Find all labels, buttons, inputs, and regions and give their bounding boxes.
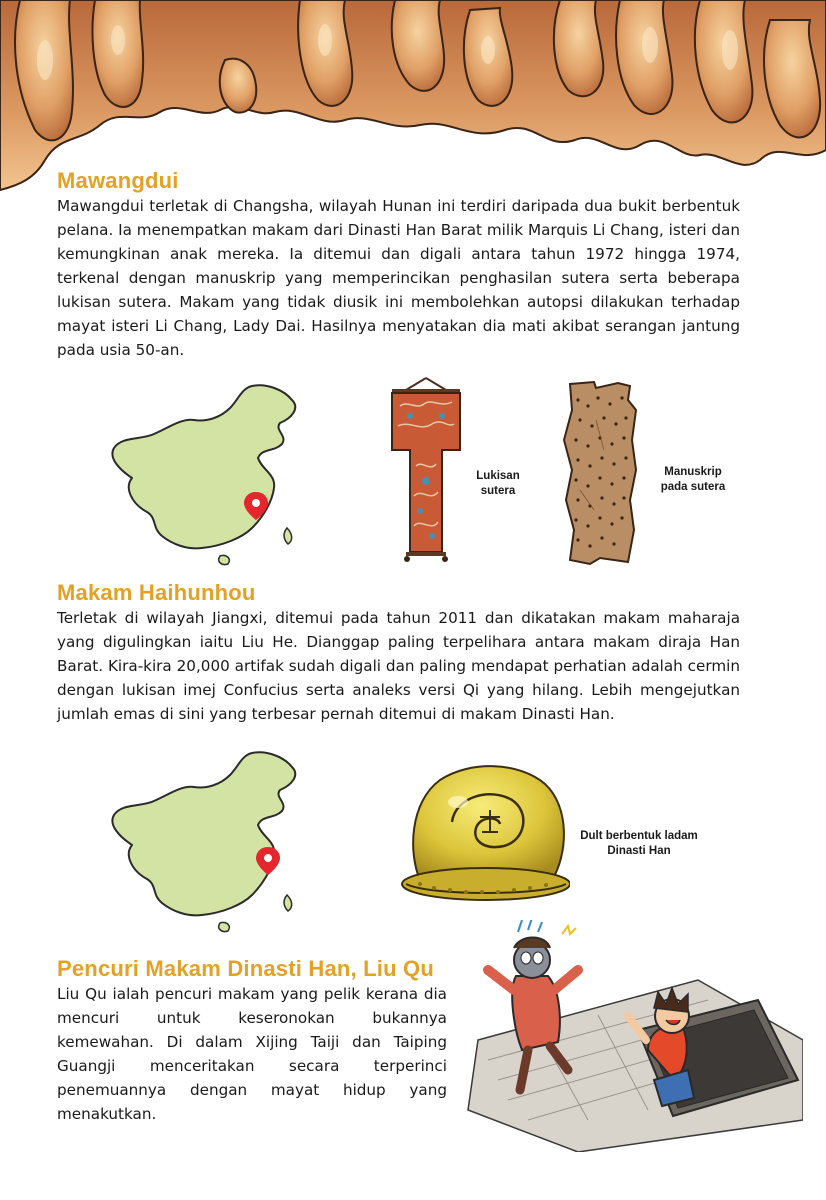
china-map-hunan xyxy=(102,378,318,568)
gold-hoof-coin-illustration xyxy=(400,762,570,912)
section-title-haihunhou: Makam Haihunhou xyxy=(57,580,256,605)
china-map-jiangxi xyxy=(102,745,318,935)
section-body-liu-qu: Liu Qu ialah pencuri makam yang pelik kerana dia mencuri untuk keseronokan bukannya kemewahan. Di dalam Xijing Taiji dan Taiping Guangji menceritakan secara terperinci penemuannya dengan mayat hidup yang menakutkan. xyxy=(57,985,447,1123)
caption-silk-painting: Lukisan sutera xyxy=(476,470,520,497)
section-title-liu-qu: Pencuri Makam Dinasti Han, Liu Qu xyxy=(57,956,435,981)
section-body-haihunhou: Terletak di wilayah Jiangxi, ditemui pada tahun 2011 dan dikatakan makam maharaja yang digulingkan iaitu Liu He. Dianggap paling terpelihara antara makam diraja Han Barat. Kira-kira 20,000 artifak sudah digali dan paling mendapat perhatian adalah cermin dengan lukisan imej Confucius serta analeks versi Qi yang hilang. Lebih mengejutkan jumlah emas di sini yang terbesar pernah ditemui di makam Dinasti Han. xyxy=(57,609,740,723)
section-title-mawangdui: Mawangdui xyxy=(57,168,179,193)
tomb-comic-illustration xyxy=(458,920,803,1152)
silk-painting-illustration xyxy=(386,376,466,564)
silk-manuscript-illustration xyxy=(560,380,642,566)
section-body-mawangdui: Mawangdui terletak di Changsha, wilayah Hunan ini terdiri daripada dua bukit berbentuk pelana. Ia menempatkan makam dari Dinasti Han Barat milik Marquis Li Chang, isteri dan kemungkinan anak mereka. Ia ditemui dan digali antara tahun 1972 hingga 1974, terkenal dengan manuskrip yang memperincikan penghasilan sutera serta beberapa lukisan sutera. Makam yang tidak diusik ini membolehkan autopsi dilakukan terhadap mayat isteri Li Chang, Lady Dai. Hasilnya menyatakan dia mati akibat serangan jantung pada usia 50-an. xyxy=(57,197,740,359)
caption-gold-coin: Dult berbentuk ladam Dinasti Han xyxy=(580,830,698,857)
caption-silk-manuscript: Manuskrip pada sutera xyxy=(660,466,726,493)
